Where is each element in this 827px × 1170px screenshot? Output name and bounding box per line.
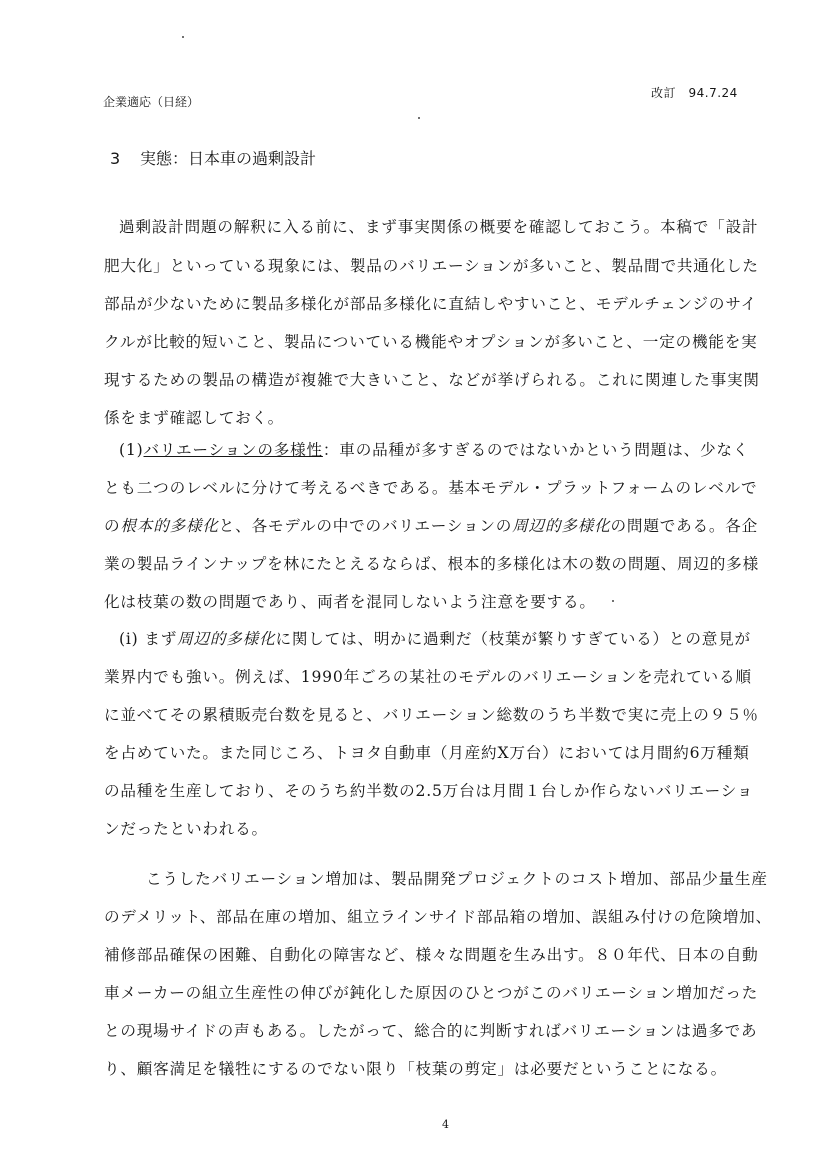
text-run: (i) まず (119, 630, 178, 648)
paragraph-2-line (119, 438, 749, 460)
item-heading: バリエーションの多様性 (143, 441, 323, 459)
paragraph-2-line (104, 514, 758, 536)
paragraph-4-line: 補修部品確保の困難、自動化の障害など、様々な問題を生み出す。８０年代、日本の自動 (104, 946, 759, 964)
paragraph-4-line: 車メーカーの組立生産性の伸びが鈍化した原因のひとつがこのバリエーション増加だった (104, 984, 759, 1002)
paragraph-2-line: 業の製品ラインナップを林にたとえるならば、根本的多様化は木の数の問題、周辺的多様 (104, 555, 759, 573)
emphasis-term: 周辺的多様化 (177, 630, 276, 648)
header-publication: 企業適応（日経） (103, 95, 200, 109)
text-run: に関しては、明かに過剰だ（枝葉が繁りすぎている）との意見が (275, 630, 751, 648)
paragraph-4-line: との現場サイドの声もある。したがって、総合的に判断すればバリエーションは過多であ (104, 1022, 758, 1040)
paragraph-1-line: 現するための製品の構造が複雑で大きいこと、などが挙げられる。これに関連した事実関 (104, 371, 760, 389)
paragraph-3-line: の品種を生産しており、そのうち約半数の2.5万台は月間１台しか作らないバリエーショ (104, 782, 754, 800)
emphasis-term: 周辺的多様化 (512, 517, 611, 535)
paragraph-4-line: り、顧客満足を犠牲にするのでない限り「枝葉の剪定」は必要だということになる。 (104, 1060, 727, 1078)
header-revision-date: 改訂 94.7.24 (651, 86, 738, 100)
item-text: ：車の品種が多すぎるのではないかという問題は、少なく (322, 441, 750, 459)
paragraph-1-line: 過剰設計問題の解釈に入る前に、まず事実関係の概要を確認しておこう。本稿で「設計 (119, 218, 759, 236)
paragraph-3-line: ンだったといわれる。 (104, 820, 268, 838)
paragraph-4-line: のデメリット、部品在庫の増加、組立ラインサイド部品箱の増加、誤組み付けの危険増加、 (104, 908, 772, 926)
scan-speck (418, 117, 420, 119)
section-number: 3 (110, 149, 121, 168)
paragraph-1-line: 部品が少ないために製品多様化が部品多様化に直結しやすいこと、モデルチェンジのサイ (104, 295, 758, 313)
paragraph-2-line: とも二つのレベルに分けて考えるべきである。基本モデル・プラットフォームのレベルで (104, 479, 758, 497)
paragraph-3-line: を占めていた。また同じころ、トヨタ自動車（月産約X万台）においては月間約6万種類 (104, 744, 750, 762)
paragraph-1-line: クルが比較的短いこと、製品についている機能やオプションが多いこと、一定の機能を実 (104, 333, 758, 351)
scan-speck (182, 36, 184, 38)
section-heading (110, 146, 316, 169)
text-run: の (104, 517, 121, 535)
paragraph-3-line: に並べてその累積販売台数を見ると、バリエーション総数のうち半数で実に売上の９５％ (104, 706, 759, 724)
emphasis-term: 根本的多様化 (120, 517, 219, 535)
paragraph-2-line: 化は枝葉の数の問題であり、両者を混同しないよう注意を要する。 (104, 593, 596, 611)
paragraph-4-line: こうしたバリエーション増加は、製品開発プロジェクトのコスト増加、部品少量生産 (146, 870, 768, 888)
paragraph-3-line: 業界内でも強い。例えば、1990年ごろの某社のモデルのバリエーションを売れている順 (104, 668, 752, 686)
paragraph-3-line (119, 627, 751, 649)
paragraph-1-line: 肥大化」といっている現象には、製品のバリエーションが多いこと、製品間で共通化した (104, 257, 759, 275)
text-run: と、各モデルの中でのバリエーションの (218, 517, 513, 535)
paragraph-1-line: 係をまず確認しておく。 (104, 409, 285, 427)
section-title: 実態：日本車の過剰設計 (140, 149, 317, 168)
page-number: 4 (442, 1118, 449, 1131)
text-run: の問題である。各企 (610, 517, 759, 535)
item-marker: (1) (119, 441, 144, 459)
scan-speck (612, 600, 614, 602)
